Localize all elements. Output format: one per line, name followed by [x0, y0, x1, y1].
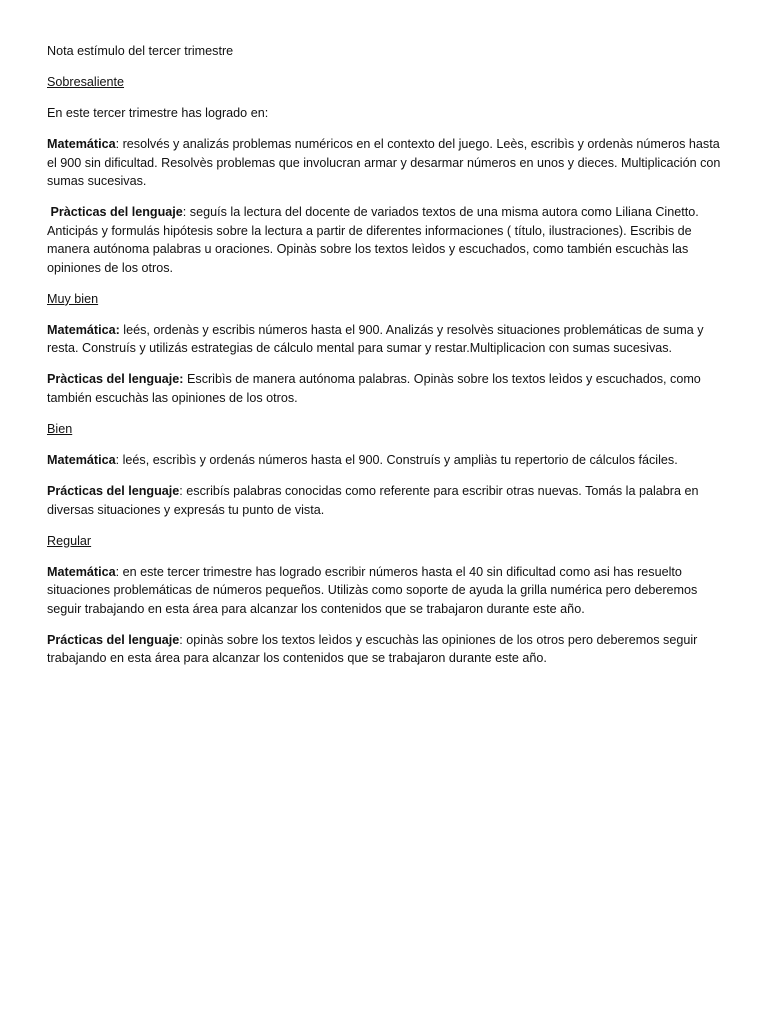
subject-separator: :	[115, 136, 120, 151]
section-intro: En este tercer trimestre has logrado en:	[47, 105, 269, 120]
subject-separator: :	[179, 632, 183, 647]
paragraph-sobresaliente-practicas	[47, 203, 722, 277]
document-page	[47, 42, 722, 680]
subject-label: Pràcticas del lenguaje:	[47, 372, 184, 387]
paragraph-text: leés, escribìs y ordenás números hasta el 900. Construís y ampliàs tu repertorio de cálculos fáciles.	[119, 453, 678, 468]
paragraph-regular-practicas	[47, 631, 722, 668]
subject-label: Matemática	[47, 136, 116, 151]
paragraph-text: opinàs sobre los textos leìdos y escuchàs las opiniones de los otros pero deberemos seguir trabajando en esta área para alcanzar los contenidos que se trabajaron durante este año.	[47, 632, 698, 666]
subject-separator: :	[179, 484, 183, 498]
section-heading-regular: Regular	[47, 533, 92, 548]
subject-separator: :	[182, 205, 187, 220]
subject-label: Prácticas del lenguaje	[47, 632, 180, 647]
subject-label: Matemática	[47, 453, 116, 468]
section-heading-muy-bien: Muy bien	[47, 291, 99, 306]
paragraph-text: seguís la lectura del docente de variados textos de una misma autora como Liliana Cinetto. Anticipás y formulás hipótesis sobre la lectura a partir de diferentes informaciones ( título, ilustraciones). Escribis de manera autónoma palabras u oraciones. Opinàs sobre los textos leìdos y escuchados, como también escuchàs las opiniones de los otros.	[47, 205, 699, 275]
paragraph-bien-matematica	[47, 451, 722, 470]
subject-label: Prácticas del lenguaje	[47, 484, 180, 498]
paragraph-text: escribís palabras conocidas como referente para escribir otras nuevas. Tomás la palabra en diversas situaciones y expresás tu punto de vista.	[47, 484, 699, 517]
paragraph-muy-bien-matematica	[47, 321, 722, 358]
subject-separator: :	[115, 453, 120, 468]
subject-label: Matemática:	[47, 322, 120, 337]
subject-label: Matemática	[47, 564, 116, 579]
section-heading-bien: Bien	[47, 422, 73, 437]
section-heading-sobresaliente: Sobresaliente	[47, 74, 125, 89]
paragraph-text: Escribìs de manera autónoma palabras. Opinàs sobre los textos leìdos y escuchados, como también escuchàs las opiniones de los otros.	[47, 372, 701, 406]
paragraph-regular-matematica	[47, 563, 722, 619]
subject-separator: :	[115, 564, 120, 579]
paragraph-muy-bien-practicas	[47, 370, 722, 407]
subject-label: Pràcticas del lenguaje	[50, 205, 183, 220]
paragraph-text: leés, ordenàs y escribis números hasta el 900. Analizás y resolvès situaciones problemáticas de suma y resta. Construís y utilizás estrategias de cálculo mental para sumar y restar.Multiplicacion con sumas sucesivas.	[47, 322, 704, 356]
paragraph-text: resolvés y analizás problemas numéricos en el contexto del juego. Leès, escribìs y ordenàs números hasta el 900 sin dificultad. Resolvès problemas que involucran armar y desarmar números en unos y dieces. Multiplicación con sumas sucesivas.	[47, 136, 721, 189]
paragraph-text: en este tercer trimestre has logrado escribir números hasta el 40 sin dificultad como asi has resuelto situaciones problemáticas de números pequeños. Utilizàs como soporte de ayuda la grilla numérica pero deberemos seguir trabajando en esta área para alcanzar los contenidos que se trabajaron durante este año.	[47, 564, 698, 616]
document-title: Nota estímulo del tercer trimestre	[47, 44, 234, 58]
paragraph-bien-practicas	[47, 482, 722, 519]
paragraph-sobresaliente-matematica	[47, 135, 722, 191]
